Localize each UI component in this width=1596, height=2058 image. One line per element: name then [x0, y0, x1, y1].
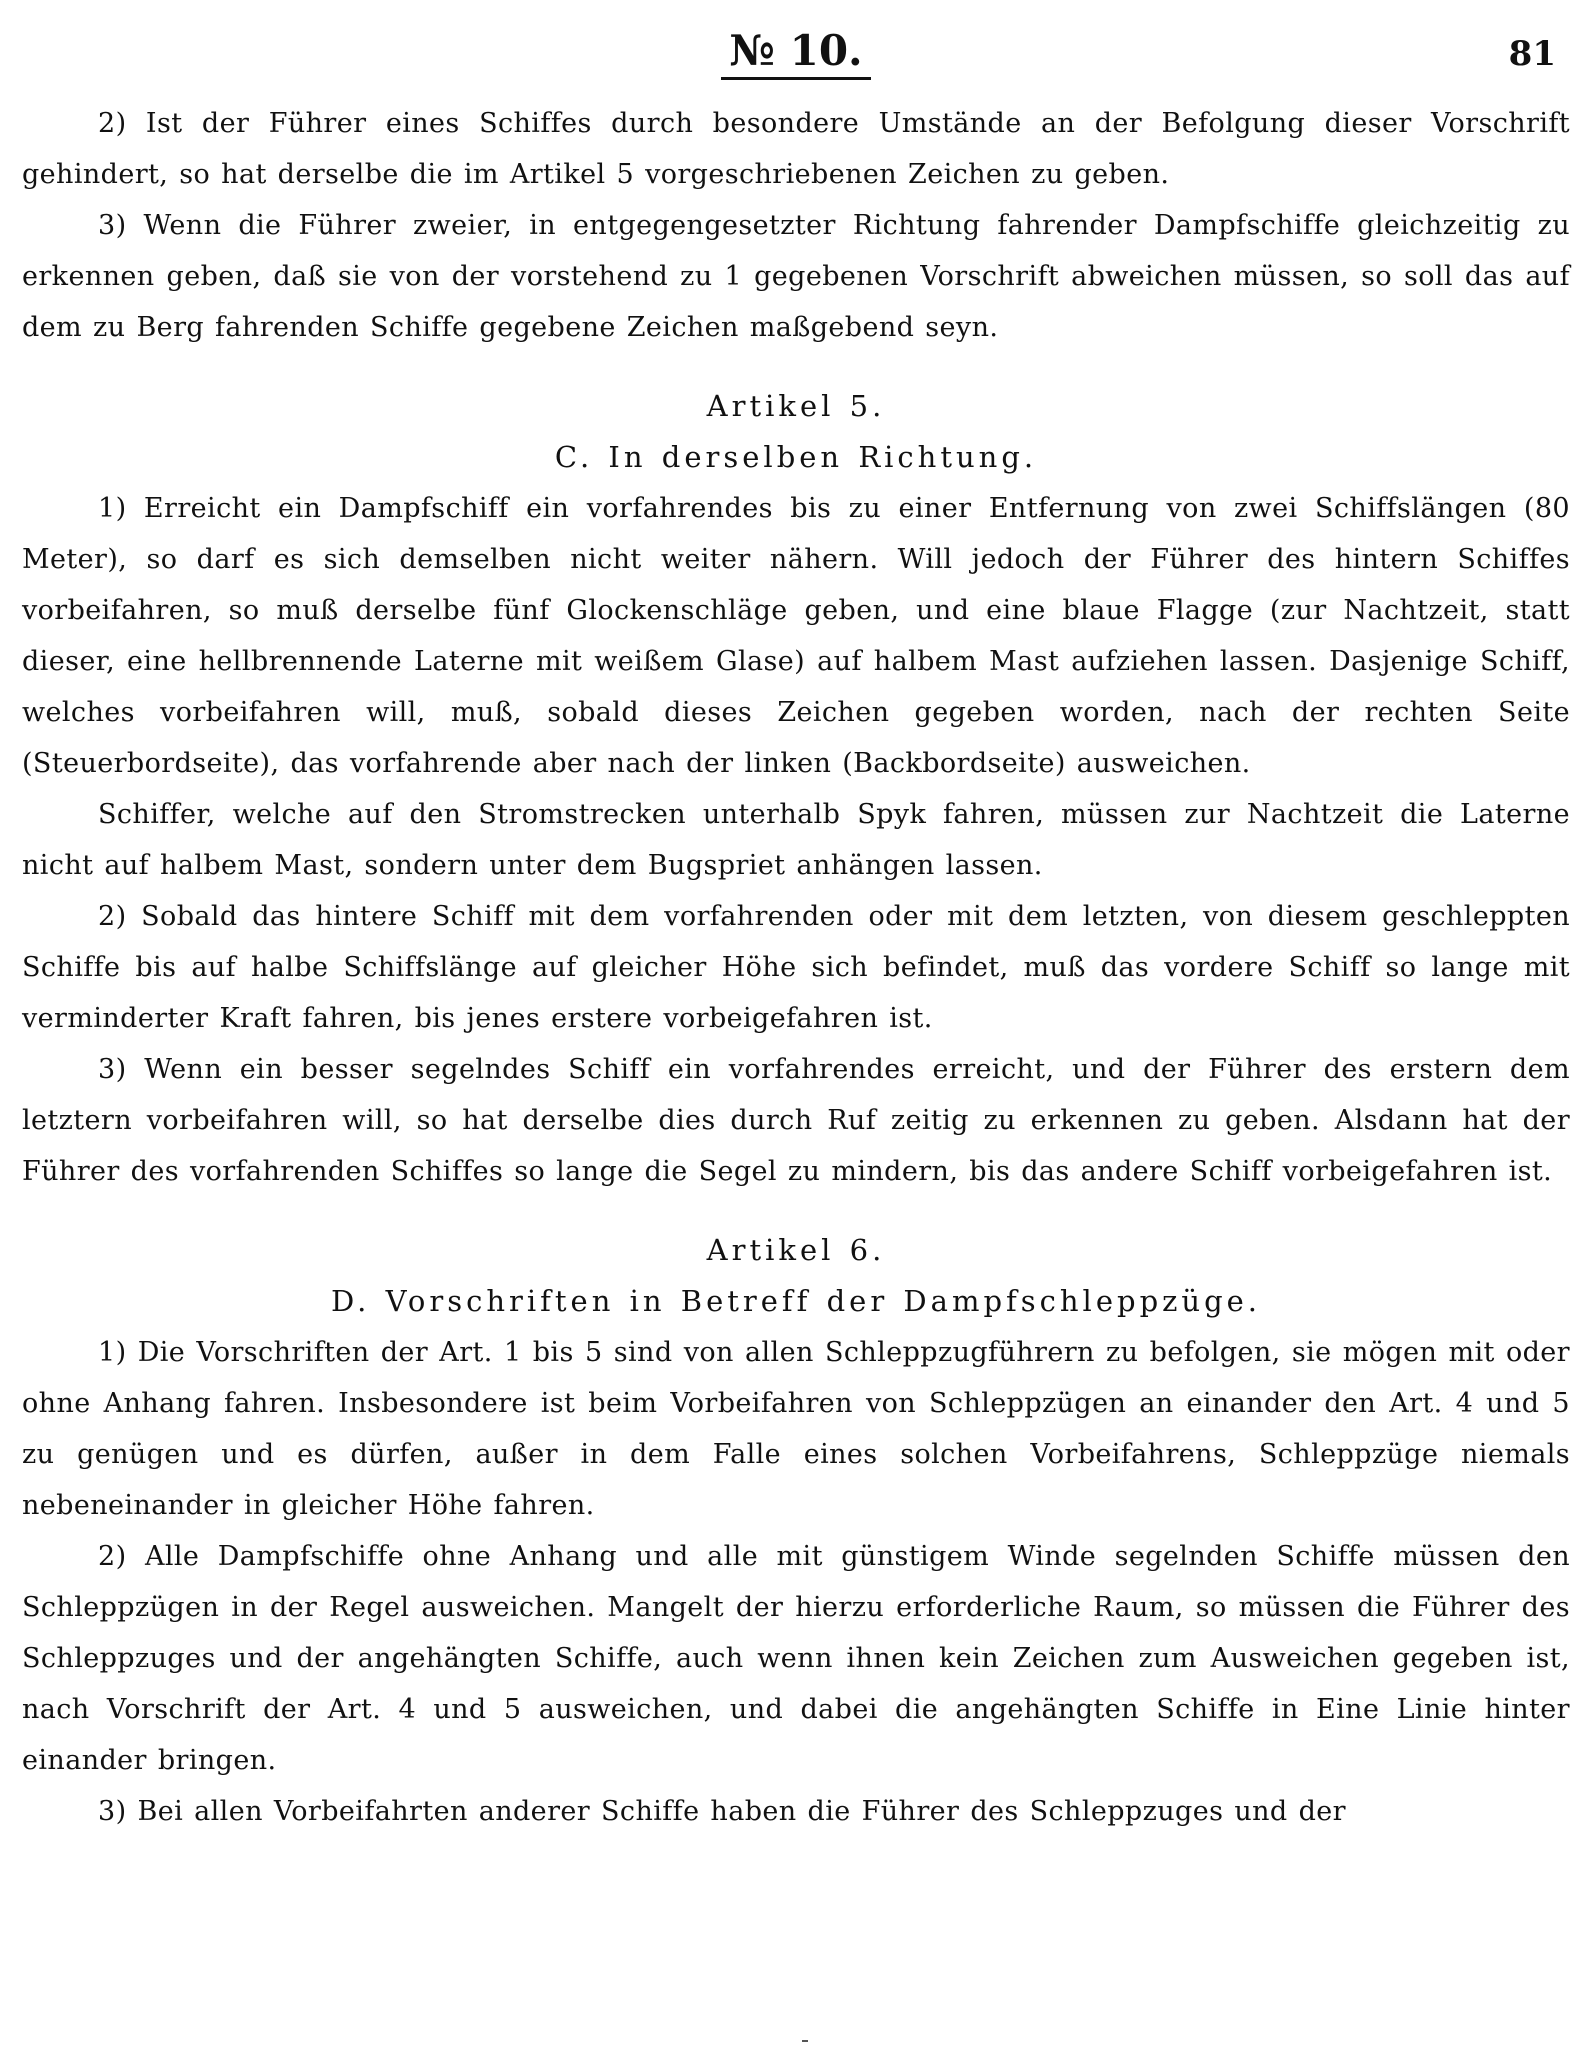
article-6-heading: Artikel 6.	[706, 1233, 886, 1267]
article-5-paragraph-schiffer: Schiffer, welche auf den Stromstrecken unterhalb Spyk fahren, müssen zur Nachtzeit die Laterne nicht auf halbem Mast, sondern unter dem Bugspriet anhängen lassen.	[22, 799, 1570, 881]
paragraph-intro-2: 2) Ist der Führer eines Schiffes durch besondere Umstände an der Befolgung dieser Vorschrift gehindert, so hat derselbe die im Artikel 5 vorgeschriebenen Zeichen zu geben.	[22, 108, 1570, 190]
page-header	[22, 18, 1570, 98]
article-5-heading: Artikel 5.	[706, 389, 886, 423]
article-6-subheading: D. Vorschriften in Betreff der Dampfschleppzüge.	[330, 1284, 1262, 1318]
document-body	[22, 98, 1570, 1837]
article-6-paragraph-1: 1) Die Vorschriften der Art. 1 bis 5 sind von allen Schleppzugführern zu befolgen, sie mögen mit oder ohne Anhang fahren. Insbesondere ist beim Vorbeifahren von Schleppzügen an einander den Art. 4 und 5 zu genügen und es dürfen, außer in dem Falle eines solchen Vorbeifahrens, Schleppzüge niemals nebeneinander in gleicher Höhe fahren.	[22, 1337, 1570, 1521]
article-5-subheading: C. In derselben Richtung.	[554, 440, 1038, 474]
document-page	[22, 18, 1570, 2048]
article-6-paragraph-2: 2) Alle Dampfschiffe ohne Anhang und alle mit günstigem Winde segelnden Schiffe müssen den Schleppzügen in der Regel ausweichen. Mangelt der hierzu erforderliche Raum, so müssen die Führer des Schleppzuges und der angehängten Schiffe, auch wenn ihnen kein Zeichen zum Ausweichen gegeben ist, nach Vorschrift der Art. 4 und 5 ausweichen, und dabei die angehängten Schiffe in Eine Linie hinter einander bringen.	[22, 1541, 1570, 1776]
article-5-paragraph-3: 3) Wenn ein besser segelndes Schiff ein vorfahrendes erreicht, und der Führer des erstern dem letztern vorbeifahren will, so hat derselbe dies durch Ruf zeitig zu erkennen zu geben. Alsdann hat der Führer des vorfahrenden Schiffes so lange die Segel zu mindern, bis das andere Schiff vorbeigefahren ist.	[22, 1054, 1570, 1187]
paragraph-intro-3: 3) Wenn die Führer zweier, in entgegengesetzter Richtung fahrender Dampfschiffe gleichzeitig zu erkennen geben, daß sie von der vorstehend zu 1 gegebenen Vorschrift abweichen müssen, so soll das auf dem zu Berg fahrenden Schiffe gegebene Zeichen maßgebend seyn.	[22, 210, 1570, 343]
article-5-paragraph-2: 2) Sobald das hintere Schiff mit dem vorfahrenden oder mit dem letzten, von diesem geschleppten Schiffe bis auf halbe Schiffslänge auf gleicher Höhe sich befindet, muß das vordere Schiff so lange mit verminderter Kraft fahren, bis jenes erstere vorbeigefahren ist.	[22, 901, 1570, 1034]
issue-number-text: № 10.	[721, 27, 870, 80]
issue-number	[22, 26, 1570, 80]
print-mark	[802, 2040, 808, 2042]
article-6-paragraph-3: 3) Bei allen Vorbeifahrten anderer Schiffe haben die Führer des Schleppzuges und der	[98, 1796, 1346, 1827]
article-5-paragraph-1: 1) Erreicht ein Dampfschiff ein vorfahrendes bis zu einer Entfernung von zwei Schiffslängen (80 Meter), so darf es sich demselben nicht weiter nähern. Will jedoch der Führer des hintern Schiffes vorbeifahren, so muß derselbe fünf Glockenschläge geben, und eine blaue Flagge (zur Nachtzeit, statt dieser, eine hellbrennende Laterne mit weißem Glase) auf halbem Mast aufziehen lassen. Dasjenige Schiff, welches vorbeifahren will, muß, sobald dieses Zeichen gegeben worden, nach der rechten Seite (Steuerbordseite), das vorfahrende aber nach der linken (Backbordseite) ausweichen.	[22, 493, 1570, 779]
page-number: 81	[1508, 34, 1556, 74]
